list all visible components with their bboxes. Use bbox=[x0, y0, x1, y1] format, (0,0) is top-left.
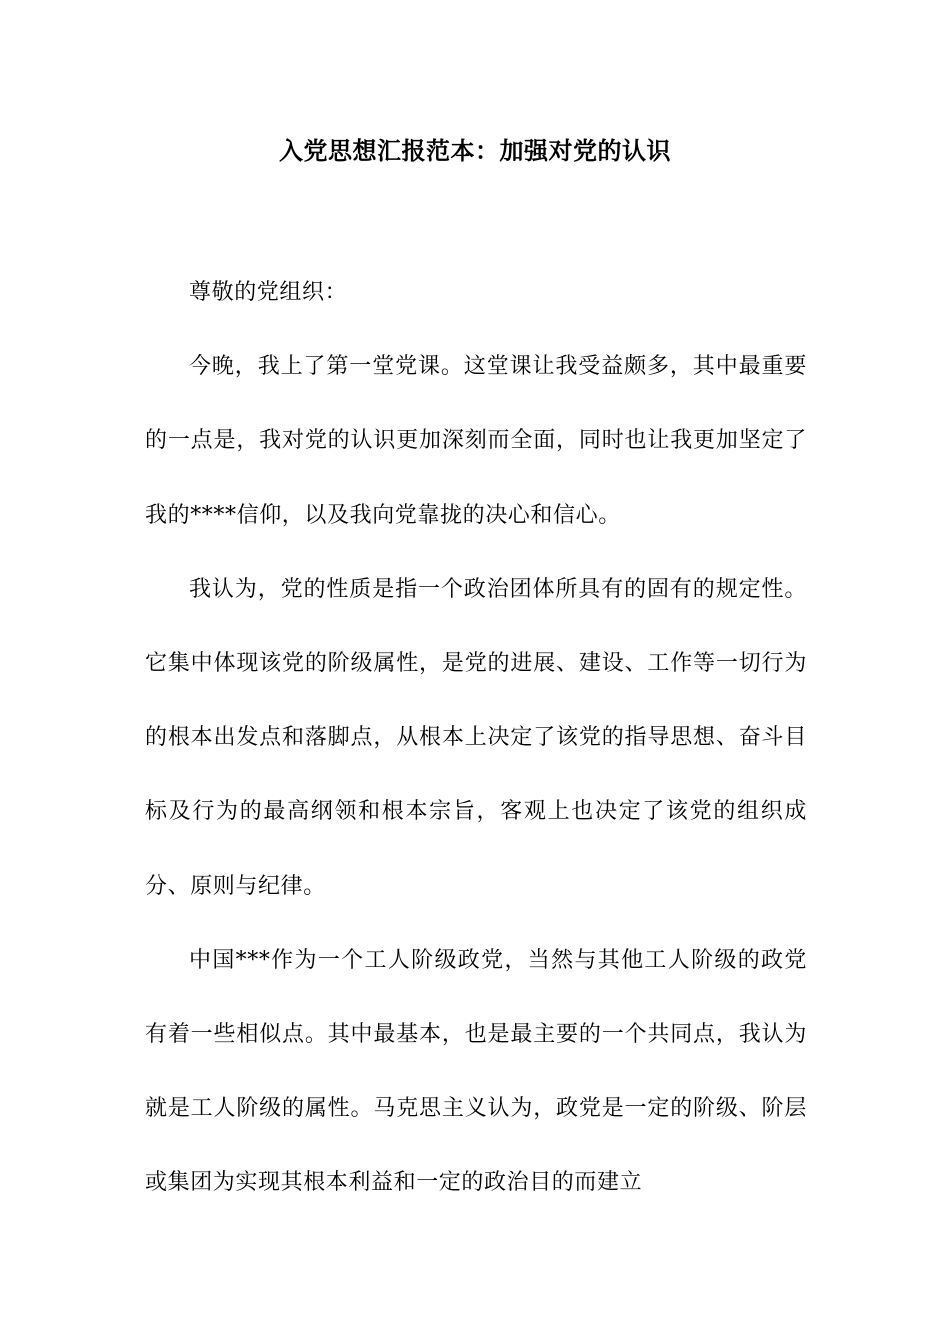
document-title: 入党思想汇报范本：加强对党的认识 bbox=[279, 136, 671, 165]
paragraph-3: 中国***作为一个工人阶级政党，当然与其他工人阶级的政党有着一些相似点。其中最基本，也是最主要的一个共同点，我认为就是工人阶级的属性。马克思主义认为，政党是一定的阶级、阶层或集团为实现其根本利益和一定的政治目的而建立 bbox=[145, 947, 807, 1196]
salutation: 尊敬的党组织： bbox=[189, 280, 348, 305]
paragraph-2: 我认为，党的性质是指一个政治团体所具有的固有的规定性。它集中体现该党的阶级属性，是党的进展、建设、工作等一切行为的根本出发点和落脚点，从根本上决定了该党的指导思想、奋斗目标及行为的最高纲领和根本宗旨，客观上也决定了该党的组织成分、原则与纪律。 bbox=[145, 576, 807, 899]
document-body bbox=[145, 256, 807, 1221]
paragraph-1: 今晚，我上了第一堂党课。这堂课让我受益颇多，其中最重要的一点是，我对党的认识更加深刻而全面，同时也让我更加坚定了我的****信仰，以及我向党靠拢的决心和信心。 bbox=[145, 354, 807, 528]
